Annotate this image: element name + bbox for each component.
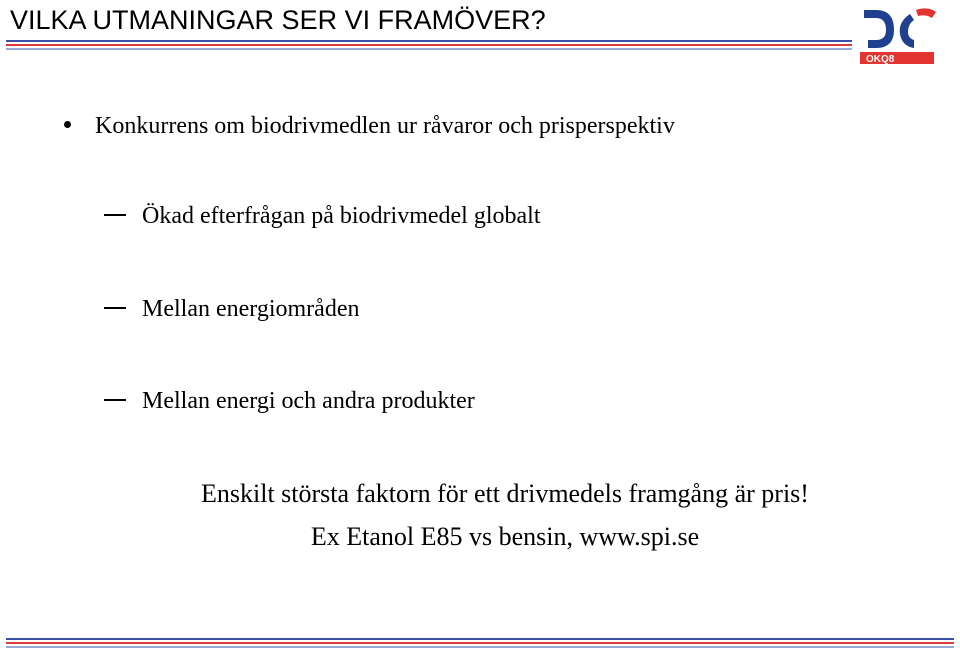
- dash-icon: [104, 293, 126, 325]
- bullet-text: Konkurrens om biodrivmedlen ur råvaror och prisperspektiv: [95, 113, 675, 139]
- bullet-item: [64, 110, 675, 142]
- footer-rule: [6, 638, 954, 650]
- sub-item-text: Mellan energi och andra produkter: [142, 388, 475, 414]
- slide-title: VILKA UTMANINGAR SER VI FRAMÖVER?: [10, 5, 546, 35]
- sub-item-3: [104, 385, 475, 417]
- conclusion-line-1: Enskilt största faktorn för ett drivmedels framgång är pris!: [201, 479, 809, 508]
- sub-item-text: Ökad efterfrågan på biodrivmedel globalt: [142, 203, 541, 229]
- dash-icon: [104, 200, 126, 232]
- sub-item-1: [104, 200, 541, 232]
- header-rule: [6, 40, 852, 52]
- conclusion-line-2: Ex Etanol E85 vs bensin, www.spi.se: [310, 522, 700, 551]
- dash-icon: [104, 385, 126, 417]
- sub-item-2: [104, 293, 359, 325]
- bullet-dot-icon: [64, 121, 71, 128]
- logo-wordmark: OKQ8: [866, 54, 895, 65]
- okq8-logo: [856, 4, 956, 66]
- okq8-logo-icon: [856, 4, 956, 66]
- sub-item-text: Mellan energiområden: [142, 296, 360, 322]
